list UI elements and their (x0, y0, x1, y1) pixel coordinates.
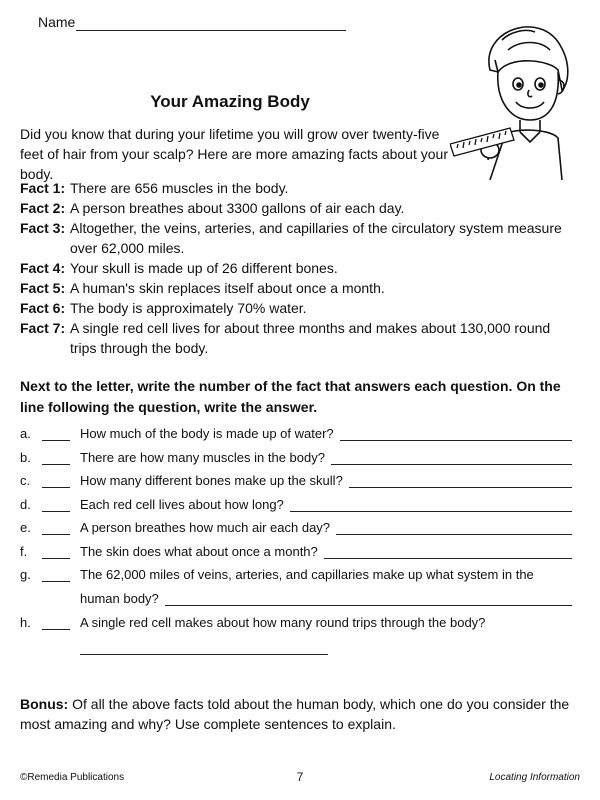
questions-list (20, 426, 590, 662)
answer-line[interactable] (165, 591, 572, 606)
bonus-label: Bonus: (20, 696, 69, 712)
answer-line[interactable] (331, 450, 572, 465)
footer-publisher: ©Remedia Publications (20, 772, 125, 783)
fact-label: Fact 4: (20, 260, 66, 276)
fact-number-blank[interactable] (42, 497, 70, 512)
question-letter: b. (20, 449, 31, 465)
fact-text: Your skull is made up of 26 different bones. (70, 260, 338, 276)
question-letter: d. (20, 496, 31, 512)
question-row (20, 426, 590, 450)
fact-number-blank[interactable] (42, 520, 70, 535)
fact-text: A person breathes about 3300 gallons of air each day. (70, 200, 405, 216)
fact-text: There are 656 muscles in the body. (70, 180, 289, 196)
question-row (20, 520, 590, 544)
question-text: A single red cell makes about how many round trips through the body? (80, 614, 486, 630)
facts-list (20, 178, 580, 358)
question-text: How many different bones make up the skull? (80, 473, 343, 488)
answer-line[interactable] (324, 544, 572, 559)
answer-line[interactable] (340, 426, 572, 441)
name-field[interactable] (76, 30, 346, 31)
question-text: The 62,000 miles of veins, arteries, and capillaries make up what system in the (80, 567, 534, 582)
fact-item (20, 278, 580, 298)
question-row (20, 497, 590, 521)
answer-line[interactable] (336, 520, 572, 535)
fact-text: Altogether, the veins, arteries, and capillaries of the circulatory system measure over 62,000 miles. (70, 220, 562, 256)
question-text: Each red cell lives about how long? (80, 496, 284, 512)
answer-row (20, 638, 590, 662)
fact-item (20, 178, 580, 198)
question-letter: h. (20, 614, 31, 630)
question-text-continued: human body? (80, 590, 159, 606)
footer-section-title: Locating Information (489, 772, 580, 783)
fact-item (20, 198, 580, 218)
answer-line[interactable] (290, 497, 572, 512)
instructions: Next to the letter, write the number of the fact that answers each question. On the line following the question, write the answer. (20, 378, 561, 415)
fact-item (20, 218, 580, 258)
fact-label: Fact 2: (20, 200, 66, 216)
intro-paragraph: Did you know that during your lifetime you will grow over twenty-five feet of hair from your scalp? Here are more amazing facts about your body. (20, 126, 448, 182)
question-continuation (20, 591, 590, 615)
question-letter: f. (20, 543, 28, 559)
fact-item (20, 298, 580, 318)
bonus-question (20, 694, 580, 734)
child-with-ruler-illustration (450, 10, 590, 180)
fact-label: Fact 5: (20, 280, 66, 296)
fact-item (20, 258, 580, 278)
question-text: A person breathes how much air each day? (80, 520, 331, 535)
question-text: The skin does what about once a month? (80, 543, 318, 559)
answer-line[interactable] (349, 473, 572, 488)
fact-label: Fact 6: (20, 300, 66, 316)
fact-number-blank[interactable] (42, 544, 70, 559)
worksheet-title: Your Amazing Body (150, 92, 310, 111)
fact-label: Fact 7: (20, 320, 66, 336)
question-text: How much of the body is made up of water? (80, 426, 334, 441)
fact-label: Fact 3: (20, 220, 66, 236)
question-letter: g. (20, 567, 31, 582)
question-row (20, 615, 590, 639)
fact-number-blank[interactable] (42, 615, 70, 630)
fact-number-blank[interactable] (42, 473, 70, 488)
fact-label: Fact 1: (20, 180, 66, 196)
question-letter: a. (20, 426, 31, 441)
fact-text: The body is approximately 70% water. (70, 300, 307, 316)
fact-number-blank[interactable] (42, 450, 70, 465)
question-row (20, 567, 590, 591)
fact-number-blank[interactable] (42, 567, 70, 582)
question-row (20, 473, 590, 497)
page-number: 7 (296, 770, 304, 784)
question-text: There are how many muscles in the body? (80, 449, 325, 465)
fact-text: A human's skin replaces itself about once a month. (70, 280, 385, 296)
answer-line[interactable] (80, 638, 328, 655)
question-row (20, 544, 590, 568)
name-label: Name (38, 14, 76, 30)
question-letter: c. (20, 473, 31, 488)
fact-text: A single red cell lives for about three months and makes about 130,000 round trips through the body. (70, 320, 551, 356)
fact-item (20, 318, 580, 358)
bonus-text: Of all the above facts told about the human body, which one do you consider the most amazing and why? Use complete sentences to explain. (20, 696, 570, 732)
question-letter: e. (20, 520, 31, 535)
question-row (20, 450, 590, 474)
fact-number-blank[interactable] (42, 426, 70, 441)
